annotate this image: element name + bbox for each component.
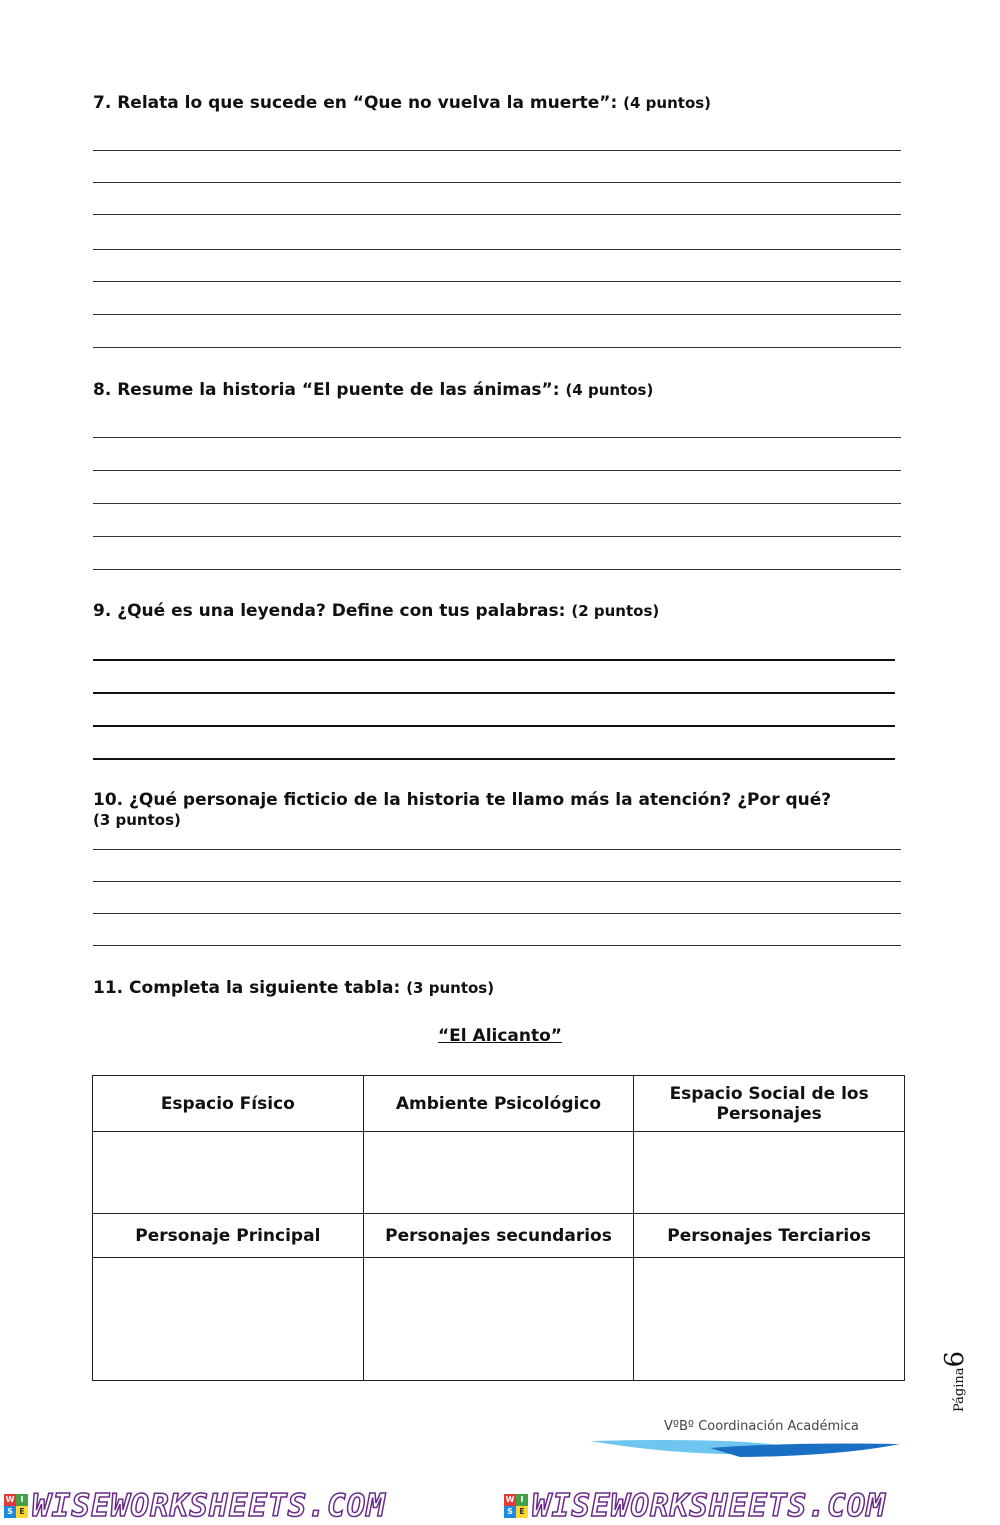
answer-cell[interactable] [634,1132,905,1214]
answer-line[interactable] [93,182,901,183]
header-personaje-principal: Personaje Principal [93,1214,364,1258]
page-number [940,1340,980,1420]
question-9 [93,601,659,621]
answer-line[interactable] [93,881,901,882]
header-ambiente-psicologico: Ambiente Psicológico [363,1076,634,1132]
answer-line[interactable] [93,913,901,914]
question-8-points: (4 puntos) [565,381,654,399]
answer-line[interactable] [93,725,895,727]
question-11 [93,978,494,998]
answer-line[interactable] [93,659,895,661]
question-10-text: 10. ¿Qué personaje ficticio de la historia te llamo más la atención? ¿Por qué? [93,790,832,810]
brand-unit [4,1487,386,1525]
answer-cell[interactable] [93,1258,364,1381]
answer-line[interactable] [93,314,901,315]
answer-line[interactable] [93,347,901,348]
question-11-points: (3 puntos) [406,979,495,997]
question-7-text: 7. Relata lo que sucede en “Que no vuelva la muerte”: [93,93,618,113]
brand-unit [504,1487,886,1525]
table-title: “El Alicanto” [438,1026,562,1046]
question-11-text: 11. Completa la siguiente tabla: [93,978,401,998]
story-elements-table [92,1075,905,1381]
answer-line[interactable] [93,470,901,471]
answer-line[interactable] [93,569,901,570]
question-10 [93,790,908,830]
brand-text: WISEWORKSHEETS.COM [32,1488,386,1524]
answer-cell[interactable] [363,1132,634,1214]
answer-line[interactable] [93,692,895,694]
question-8-text: 8. Resume la historia “El puente de las ánimas”: [93,380,560,400]
question-7 [93,93,711,113]
answer-line[interactable] [93,249,901,250]
answer-line[interactable] [93,945,901,946]
answer-line[interactable] [93,758,895,760]
page-label: Página [952,1367,967,1412]
answer-cell[interactable] [93,1132,364,1214]
answer-line[interactable] [93,437,901,438]
question-9-text: 9. ¿Qué es una leyenda? Define con tus palabras: [93,601,566,621]
answer-line[interactable] [93,849,901,850]
answer-cell[interactable] [634,1258,905,1381]
answer-line[interactable] [93,536,901,537]
question-9-points: (2 puntos) [571,602,660,620]
brand-banner [0,1487,1000,1525]
header-espacio-social: Espacio Social de los Personajes [634,1076,905,1132]
question-7-points: (4 puntos) [623,94,712,112]
brand-logo-icon: W I S E [504,1494,528,1518]
header-personajes-terciarios: Personajes Terciarios [634,1214,905,1258]
header-espacio-fisico: Espacio Físico [93,1076,364,1132]
question-8 [93,380,653,400]
brand-text: WISEWORKSHEETS.COM [532,1488,886,1524]
approval-text: VºBº Coordinación Académica [664,1419,859,1434]
answer-cell[interactable] [363,1258,634,1381]
answer-line[interactable] [93,214,901,215]
page-number-value: 6 [940,1350,970,1368]
brand-logo-icon: W I S E [4,1494,28,1518]
answer-line[interactable] [93,150,901,151]
answer-line[interactable] [93,503,901,504]
answer-line[interactable] [93,281,901,282]
header-personajes-secundarios: Personajes secundarios [363,1214,634,1258]
question-10-points: (3 puntos) [93,811,181,829]
decorative-wave-icon [590,1438,900,1460]
